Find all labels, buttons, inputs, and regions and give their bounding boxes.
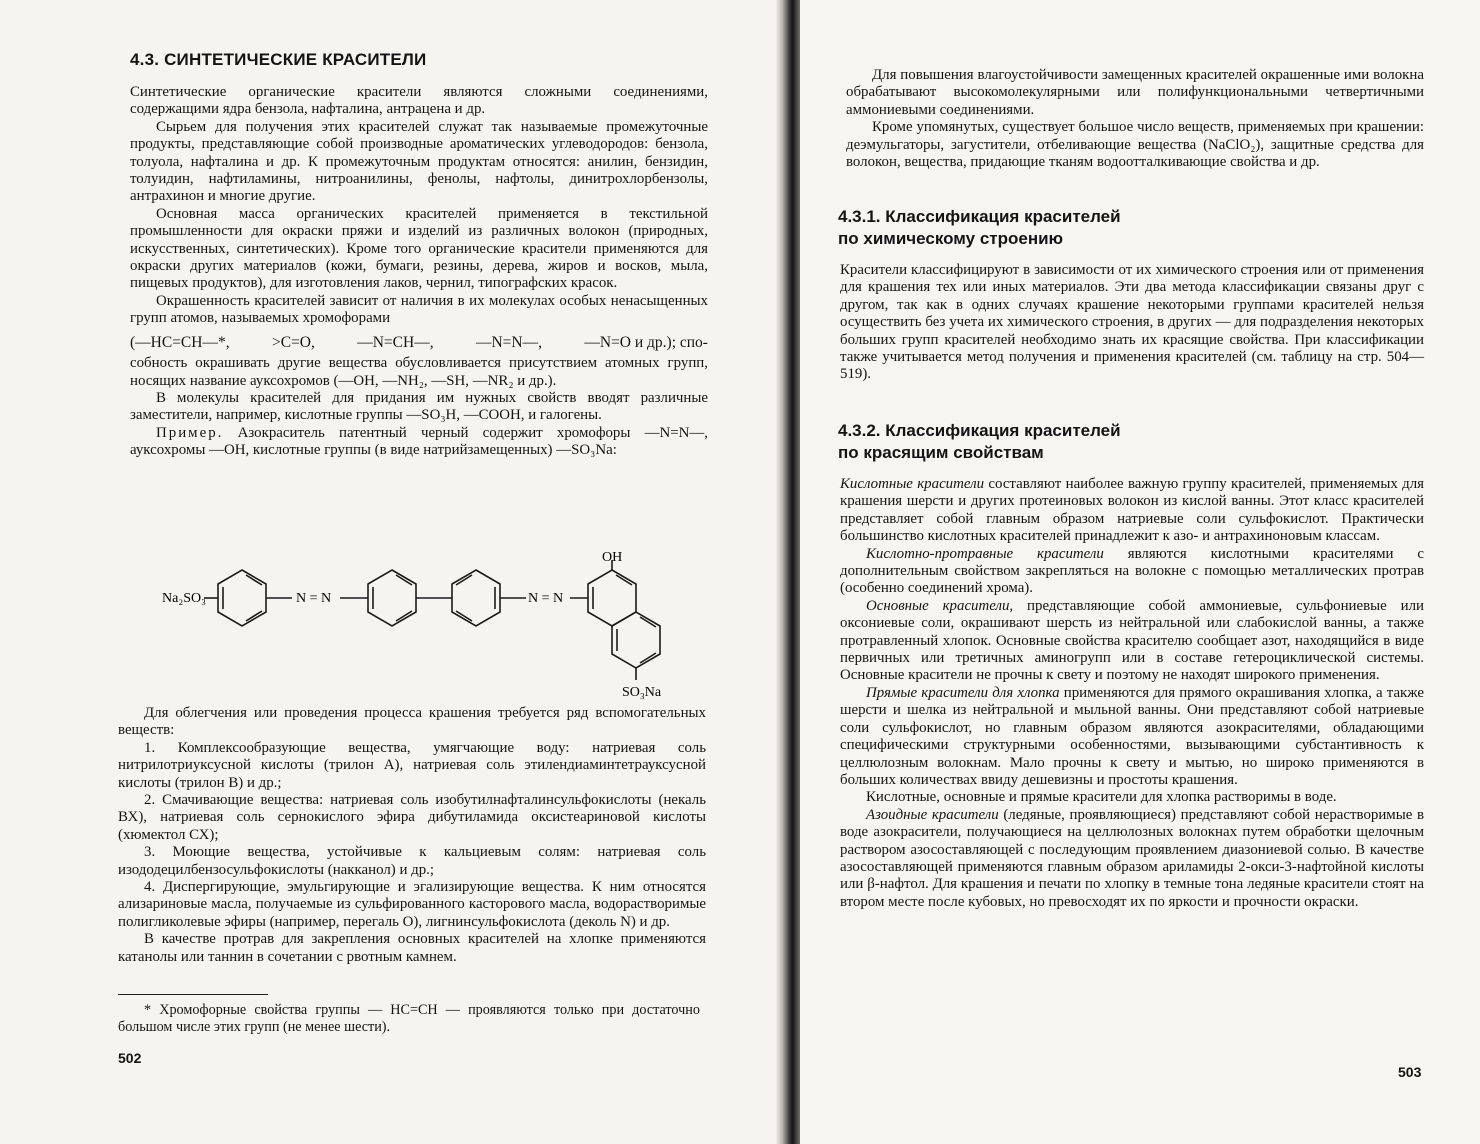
example-text: Азокраситель патентный черный содержит хромофоры —N=N—, ауксохромы —OH, кислотные группы (в виде натрийзамещенных) —SO₃Na: [130,424,708,459]
paragraph: Для облегчения или проведения процесса крашения требуется ряд вспомогательных веществ: [118,705,706,739]
heading-line: по красящим свойствам [838,443,1044,462]
list-item: 2. Смачивающие вещества: натриевая соль изобутилнафталинсульфокислоты (некаль ВХ), натриевая соль сернокислого эфира дибутиламида оксистеариновой кислоты (хюмектол СХ); [118,792,706,843]
paragraph-body: применяются для прямого окрашивания хлопка, а также шерсти и шелка из нейтральной и мыльной ванны. Они представляют собой натриевые соли сульфокислот, но главным образом являются азокрасителями, обладающими специфическими структурными особенностями, вызывающими субстантивность к целлюлозным волокнам. Мало прочны к свету и мытью, но широко применяются в больших количествах ввиду дешевизны и простоты крашения. [840,684,1424,788]
footnote-text: * Хромофорные свойства группы — HC=CH — проявляются только при достаточно большом числе этих групп (не менее шести). [118,1002,700,1035]
heading-line: по химическому строению [838,229,1064,248]
paragraph [840,598,1424,685]
formula-part: —N=CH—, [357,333,434,351]
paragraph: Кроме упомянутых, существует большое число веществ, применяемых при крашении: деэмульгаторы, загустители, отбеливающие вещества (NaClO₂), защитные средства для волокон, вещества, придающие тканям водоотталкивающие свойства и др. [846,119,1424,171]
term: Азоидные красители [866,806,999,823]
section-heading: 4.3. СИНТЕТИЧЕСКИЕ КРАСИТЕЛИ [130,50,427,69]
paragraph-body: являются кислотными красителями с дополнительным свойством закрепляться на волокне с помощью металлических протрав (особенно соединений хрома). [840,545,1424,597]
dye-types-text [840,476,1424,911]
example-lead: Пример. [156,424,224,441]
formula-part: —N=N—, [475,333,542,351]
term: Кислотные красители [840,476,985,492]
footnote [118,1002,700,1035]
paragraph: В качестве протрав для закрепления основных красителей на хлопке применяются катанолы или таннин в сочетании с рвотным камнем. [118,931,706,965]
paragraph: Окрашенность красителей зависит от наличия в их молекулах особых ненасыщенных групп атомов, называемых хромофорами [130,292,708,327]
paragraph: Сырьем для получения этих красителей служат так называемые промежуточные продукты, представляющие собой производные ароматических углеводородов: бензола, толуола, нафталина и др. К промежуточным продуктам относятся: анилин, бензидин, толуидин, нафтиламины, нитроанилины, фенолы, нафтолы, динитрохлорбензолы, антрахинон и многие другие. [130,118,708,205]
paragraph [840,476,1424,546]
heading-line: 4.3.1. Классификация красителей [838,207,1121,226]
left-body-text [130,84,708,460]
paragraph: Кислотные, основные и прямые красители для хлопка растворимы в воде. [866,789,1337,806]
paragraph-body: представляющие собой аммониевые, сульфониевые или оксониевые соли, окрашивают шерсть из нейтральной или слабокислой ванны, а также протравленный хлопок. Основные свойства красителю сообщает азот, находящийся в виде первичных или третичных аминогрупп или в составе гетероциклической системы. Основные красители не прочны к свету и поэтому не находят широкого применения. [840,597,1424,684]
azo-dye-structure-diagram [162,546,702,706]
paragraph: Основная масса органических красителей применяется в текстильной промышленности для окраски пряжи и изделий из различных волокон (природных, искусственных, синтетических). Кроме того органические красители применяются для окраски других материалов (кожи, бумаги, резины, дерева, жиров и восков, мыла, пищевых продуктов), для изготовления лаков, чернил, типографских красок. [130,205,708,292]
list-item: 3. Моющие вещества, устойчивые к кальциевым солям: натриевая соль изододецилбензосульфокислоты (накканол) и др.; [118,844,706,878]
paragraph: Красители классифицируют в зависимости от их химического строения или от применения для крашения тех или иных материалов. Эти два метода классификации связаны друг с другом, так как в одних случаях крашение некоторыми группами красителей нельзя осуществить без учета их химического строения, в других — для подразделения некоторых больших групп красителей необходимо знать их красящие свойства. При классификации также учитывается метод получения и применения красителей (см. таблицу на стр. 504—519). [840,262,1424,383]
paragraph [840,685,1424,789]
formula-part: (—HC=CH—*, [130,333,230,351]
chromophore-formula [130,334,708,351]
paragraph: В молекулы красителей для придания им нужных свойств вводят различные заместители, например, кислотные группы —SO₃H, —COOH, и галогены. [130,389,708,424]
formula-part: >C=O, [271,333,315,351]
paragraph [840,807,1424,911]
structure-label: N = N [528,591,564,606]
structure-label: N = N [296,591,332,606]
paragraph: Для повышения влагоустойчивости замещенных красителей окрашенные ими волокна обрабатывают высокомолекулярными или полифункциональными четвертичными аммониевыми соединениями. [846,67,1424,118]
term: Основные красители, [866,597,1014,614]
paragraph [840,546,1424,598]
left-body-text-lower [118,705,706,966]
page-number: 502 [118,1050,142,1066]
paragraph: Синтетические органические красители являются сложными соединениями, содержащими ядра бензола, нафталина, антрацена и др. [130,84,708,118]
structure-label: SO₃Na [622,685,662,700]
list-item: 1. Комплексообразующие вещества, умягчающие воду: натриевая соль нитрилотриуксусной кислоты (трилон А), натриевая соль этилендиаминтетрауксусной кислоты (трилон В) и др.; [118,739,706,791]
list-item: 4. Диспергирующие, эмульгирующие и эгализирующие вещества. К ним относятся ализариновые масла, получаемые из сульфированного касторового масла, водорастворимые полигликолевые эфиры (например, перегаль О), лигнинсульфокислота (деколь N) и др. [118,879,706,930]
structure-label: Na₂SO₃ [162,591,206,606]
paragraph-body: составляют наиболее важную группу красителей, применяемых для крашения шерсти и других протеиновых волокон из кислой ванны. Этот класс красителей представляет собой главным образом натриевые соли сульфокислот. Практически большинство кислотных красителей принадлежит к азо- и антрахиноновым классам. [840,476,1424,545]
formula-part: —N=O и др.); спо- [584,333,708,351]
term: Прямые красители для хлопка [866,684,1060,701]
paragraph [130,425,708,460]
structure-label: OH [602,550,623,565]
classification-text [840,262,1424,384]
paragraph-body: (ледяные, проявляющиеся) представляют собой нерастворимые в воде азокрасители, получающиеся на целлюлозных волокнах путем обработки щелочным раствором азосоставляющей с последующим проявлением диазониевой солью. В качестве азосоставляющей применяются главным образом ариламиды 2-окси-3-нафтойной кислоты или β-нафтол. Для крашения и печати по хлопку в темные тона ледяные красители стоят на втором месте после кубовых, но превосходят их по яркости и прочности окраски. [840,806,1425,910]
footnote-divider [118,994,268,995]
subsection-heading-dyeing [838,420,1121,464]
right-intro-text [846,67,1424,171]
subsection-heading-chemical [838,206,1121,250]
heading-line: 4.3.2. Классификация красителей [838,421,1121,440]
page-number: 503 [1398,1064,1422,1080]
paragraph: собность окрашивать другие вещества обусловливается присутствием атомных групп, носящих название ауксохромов (—OH, —NH₂, —SH, —NR₂ и др.). [130,355,708,389]
term: Кислотно-протравные красители [866,545,1104,562]
